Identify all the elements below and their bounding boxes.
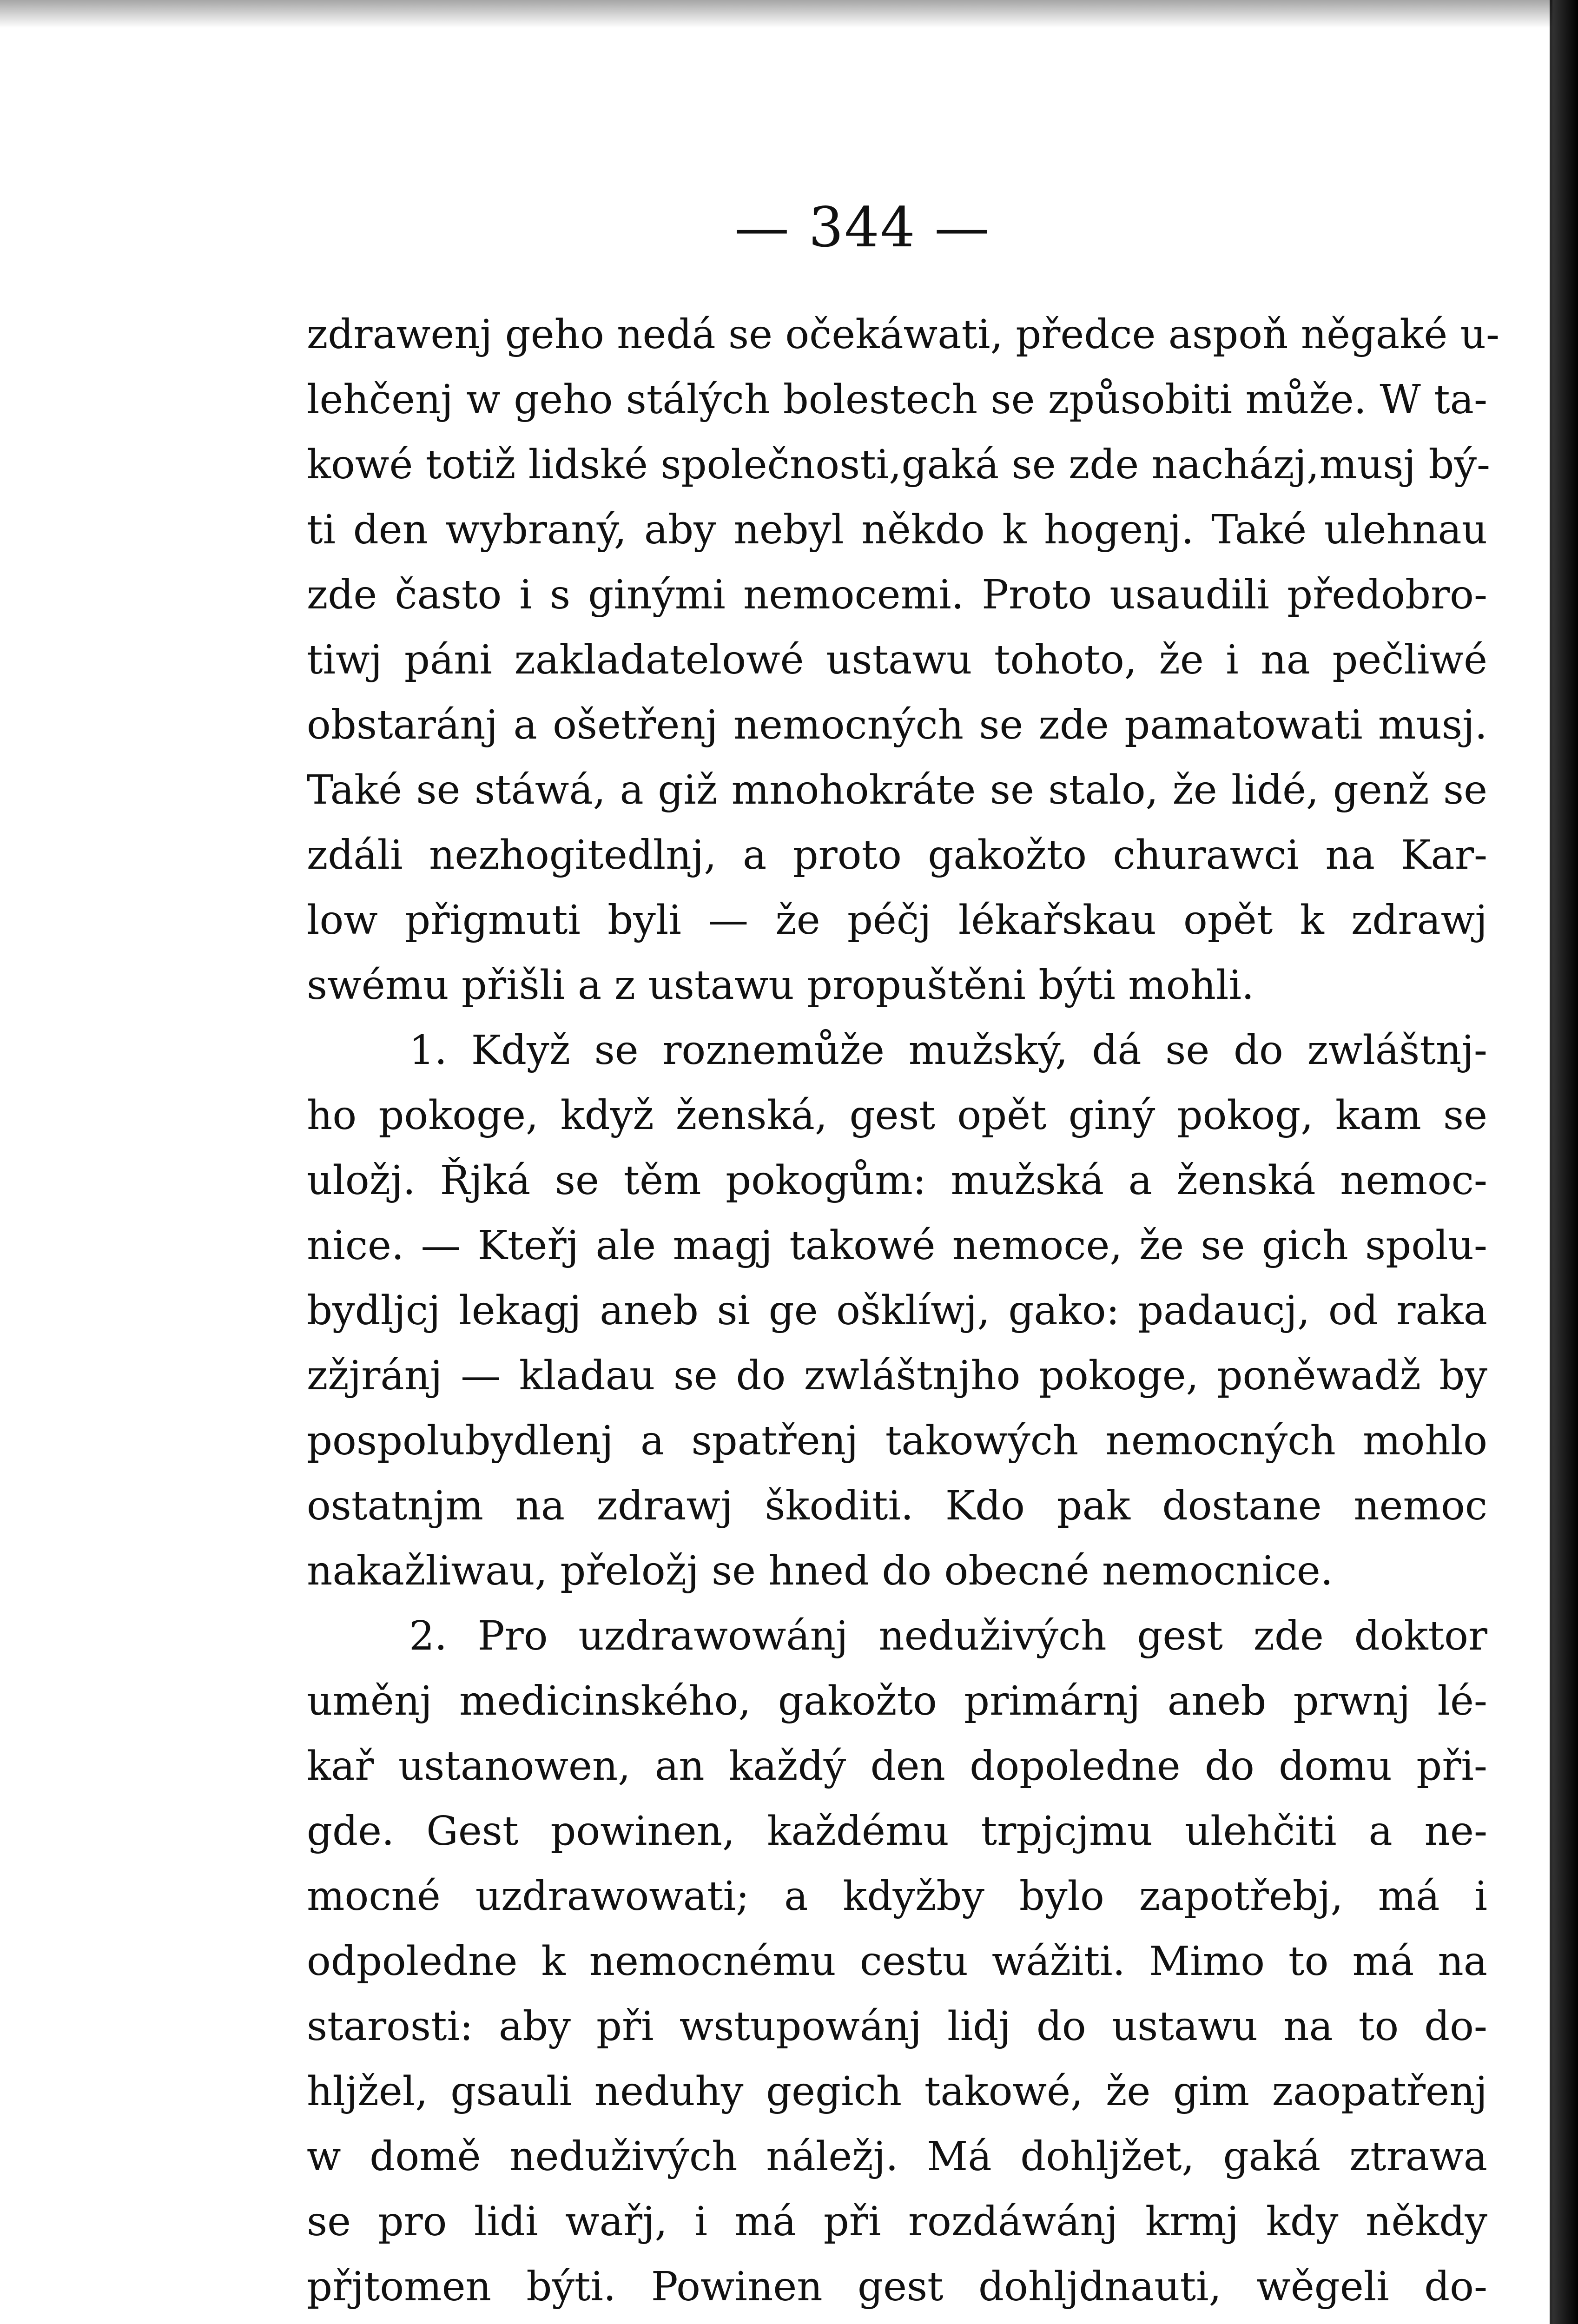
- scan-top-shadow: [0, 0, 1552, 28]
- text-line: swému přišli a z ustawu propuštěni býti mohli.: [307, 962, 1254, 1009]
- text-line: nice. — Kteřj ale magj takowé nemoce, že se gich spolu-: [307, 1222, 1487, 1269]
- page-number: — 344 —: [734, 195, 990, 259]
- text-line: ostatnjm na zdrawj škoditi. Kdo pak dostane nemoc: [307, 1483, 1487, 1529]
- text-line: hljžel, gsauli neduhy gegich takowé, že gim zaopatřenj: [307, 2068, 1487, 2115]
- text-line: kowé totiž lidské společnosti,gaká se zde nacházj,musj bý-: [307, 442, 1491, 488]
- text-line: tiwj páni zakladatelowé ustawu tohoto, že i na pečliwé: [307, 637, 1487, 683]
- text-line: přjtomen býti. Powinen gest dohljdnauti, wěgeli do-: [307, 2264, 1487, 2310]
- scan-right-edge: [1552, 0, 1578, 2324]
- text-line: ho pokoge, když ženská, gest opět giný pokog, kam se: [307, 1092, 1487, 1139]
- text-line: ti den wybraný, aby nebyl někdo k hogenj. Také ulehnau: [307, 507, 1487, 553]
- text-line: lehčenj w geho stálých bolestech se způsobiti může. W ta-: [307, 376, 1487, 423]
- text-line: nakažliwau, přeložj se hned do obecné nemocnice.: [307, 1548, 1334, 1594]
- text-line: kař ustanowen, an každý den dopoledne do domu při-: [307, 1743, 1487, 1789]
- text-line: starosti: aby při wstupowánj lidj do ustawu na to do-: [307, 2003, 1487, 2050]
- text-line: bydljcj lekagj aneb si ge ošklíwj, gako: padaucj, od raka: [307, 1287, 1487, 1334]
- text-line: low přigmuti byli — že péčj lékařskau opět k zdrawj: [307, 897, 1487, 944]
- text-line: gde. Gest powinen, každému trpjcjmu ulehčiti a ne-: [307, 1808, 1487, 1855]
- body-text: [307, 302, 1500, 2324]
- text-line: [307, 2319, 1487, 2324]
- text-line: mocné uzdrawowati; a kdyžby bylo zapotřebj, má i: [307, 1873, 1487, 1920]
- text-line: zžjránj — kladau se do zwláštnjho pokoge, poněwadž by: [307, 1353, 1487, 1399]
- text-line: zde často i s ginými nemocemi. Proto usaudili předobro-: [307, 572, 1487, 618]
- text-line: uměnj medicinského, gakožto primárnj aneb prwnj lé-: [307, 1678, 1487, 1724]
- paragraph-2-start: 2. Pro uzdrawowánj neduživých gest zde doktor: [409, 1613, 1487, 1659]
- text-line: zdáli nezhogitedlnj, a proto gakožto churawci na Kar-: [307, 832, 1487, 878]
- text-line: zdrawenj geho nedá se očekáwati, předce aspoň něgaké u-: [307, 311, 1500, 358]
- text-line: se pro lidi wařj, i má při rozdáwánj krmj kdy někdy: [307, 2199, 1487, 2245]
- text-line: pospolubydlenj a spatřenj takowých nemocných mohlo: [307, 1418, 1487, 1464]
- text-line: uložj. Řjká se těm pokogům: mužská a ženská nemoc-: [307, 1157, 1487, 1204]
- text-line: obstaránj a ošetřenj nemocných se zde pamatowati musj.: [307, 702, 1487, 748]
- text-line: Také se stáwá, a giž mnohokráte se stalo, že lidé, genž se: [307, 767, 1487, 813]
- paragraph-1-start: 1. Když se roznemůže mužský, dá se do zwláštnj-: [409, 1027, 1487, 1074]
- text-line: w domě neduživých náležj. Má dohljžet, gaká ztrawa: [307, 2133, 1487, 2180]
- text-line: odpoledne k nemocnému cestu wážiti. Mimo to má na: [307, 1938, 1487, 1985]
